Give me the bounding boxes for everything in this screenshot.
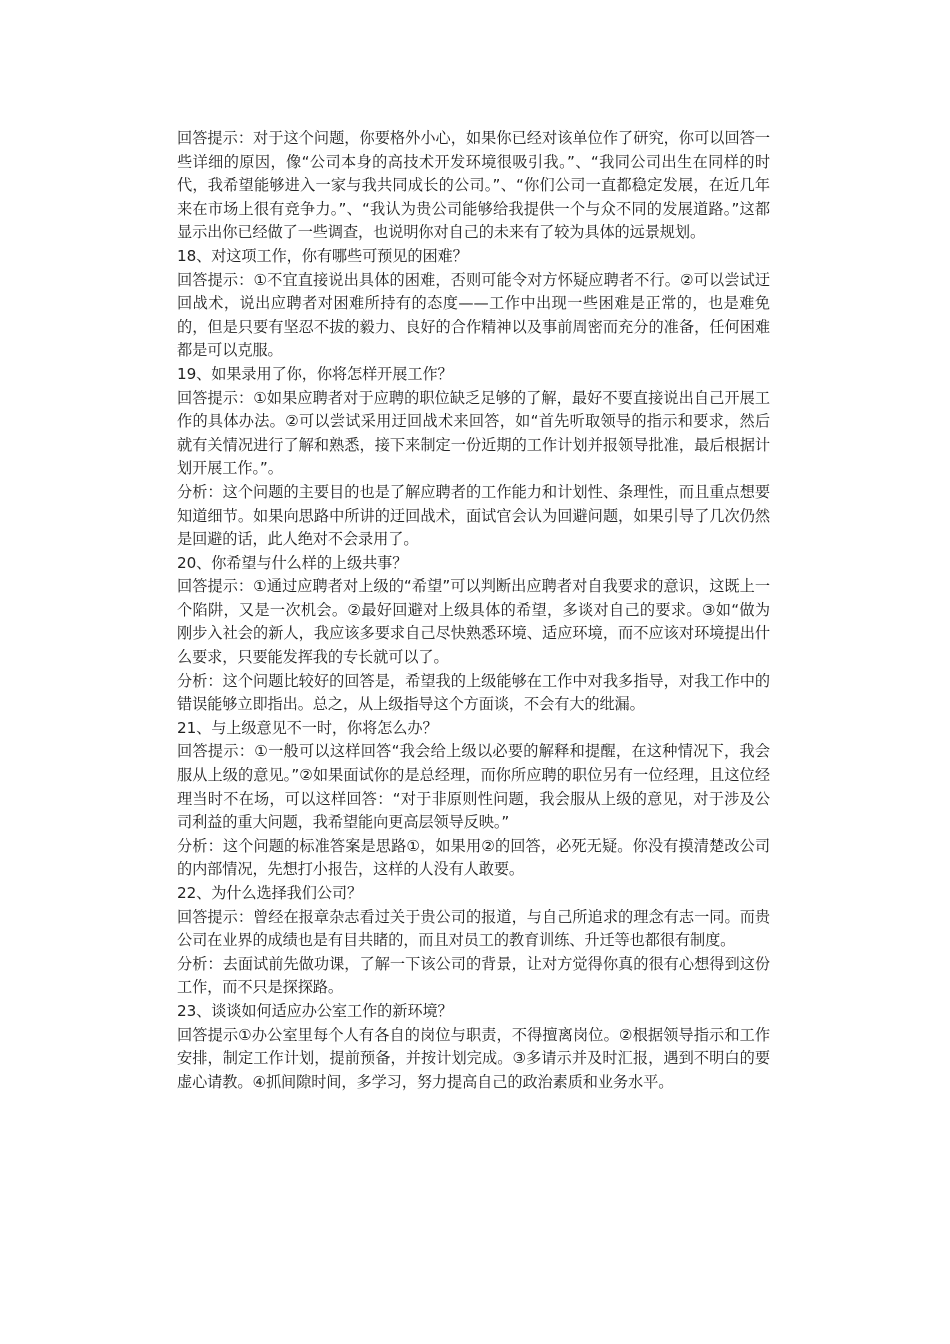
question-heading: 19、如果录用了你，你将怎样开展工作？ (177, 364, 453, 383)
answer-paragraph: 回答提示：①通过应聘者对上级的“希望”可以判断出应聘者对自我要求的意识，这既上一个陷阱，又是一次机会。②最好回避对上级具体的希望，多谈对自己的要求。③如“做为刚步入社会的新人，我应该多要求自己尽快熟悉环境、适应环境，而不应该对环境提出什么要求，只要能发挥我的专长就可以了。 (177, 577, 770, 667)
question-heading: 23、谈谈如何适应办公室工作的新环境？ (177, 1001, 453, 1020)
question-heading: 22、为什么选择我们公司？ (177, 884, 363, 902)
answer-paragraph: 回答提示：曾经在报章杂志看过关于贵公司的报道，与自己所追求的理念有志一同。而贵公司在业界的成绩也是有目共睹的，而且对员工的教育训练、升迁等也都很有制度。 (177, 907, 770, 950)
question-heading: 20、你希望与什么样的上级共事？ (177, 553, 408, 572)
analysis-paragraph: 分析：这个问题的主要目的也是了解应聘者的工作能力和计划性、条理性，而且重点想要知道细节。如果向思路中所讲的迂回战术，面试官会认为回避问题，如果引导了几次仍然是回避的话，此人绝对不会录用了。 (177, 482, 770, 549)
answer-paragraph: 回答提示：对于这个问题，你要格外小心，如果你已经对该单位作了研究，你可以回答一些详细的原因，像“公司本身的高技术开发环境很吸引我。”、“我同公司出生在同样的时代，我希望能够进入一家与我共同成长的公司。”、“你们公司一直都稳定发展，在近几年来在市场上很有竞争力。”、“我认为贵公司能够给我提供一个与众不同的发展道路。”这都显示出你已经做了一些调查，也说明你对自己的未来有了较为具体的远景规划。 (177, 129, 770, 242)
analysis-paragraph: 分析：这个问题比较好的回答是，希望我的上级能够在工作中对我多指导，对我工作中的错误能够立即指出。总之，从上级指导这个方面谈，不会有大的纰漏。 (177, 671, 770, 714)
question-heading: 18、对这项工作，你有哪些可预见的困难？ (177, 246, 468, 265)
answer-paragraph: 回答提示：①不宜直接说出具体的困难，否则可能令对方怀疑应聘者不行。②可以尝试迂回战术，说出应聘者对困难所持有的态度——工作中出现一些困难是正常的，也是难免的，但是只要有坚忍不拔的毅力、良好的合作精神以及事前周密而充分的准备，任何困难都是可以克服。 (177, 270, 770, 360)
answer-paragraph: 回答提示：①如果应聘者对于应聘的职位缺乏足够的了解，最好不要直接说出自己开展工作的具体办法。②可以尝试采用迂回战术来回答，如“首先听取领导的指示和要求，然后就有关情况进行了解和熟悉，接下来制定一份近期的工作计划并报领导批准，最后根据计划开展工作。”。 (177, 388, 770, 478)
question-heading: 21、与上级意见不一时，你将怎么办？ (177, 718, 438, 737)
analysis-paragraph: 分析：去面试前先做功课，了解一下该公司的背景，让对方觉得你真的很有心想得到这份工作，而不只是探探路。 (177, 954, 770, 997)
analysis-paragraph: 分析：这个问题的标准答案是思路①，如果用②的回答，必死无疑。你没有摸清楚改公司的内部情况，先想打小报告，这样的人没有人敢要。 (177, 836, 770, 879)
answer-paragraph: 回答提示①办公室里每个人有各自的岗位与职责，不得擅离岗位。②根据领导指示和工作安排，制定工作计划，提前预备，并按计划完成。③多请示并及时汇报，遇到不明白的要虚心请教。④抓间隙时间，多学习，努力提高自己的政治素质和业务水平。 (177, 1025, 770, 1091)
answer-paragraph: 回答提示：①一般可以这样回答“我会给上级以必要的解释和提醒，在这种情况下，我会服从上级的意见。”②如果面试你的是总经理，而你所应聘的职位另有一位经理，且这位经理当时不在场，可以这样回答：“对于非原则性问题，我会服从上级的意见，对于涉及公司利益的重大问题，我希望能向更高层领导反映。” (177, 742, 770, 832)
document-page (177, 127, 770, 1094)
